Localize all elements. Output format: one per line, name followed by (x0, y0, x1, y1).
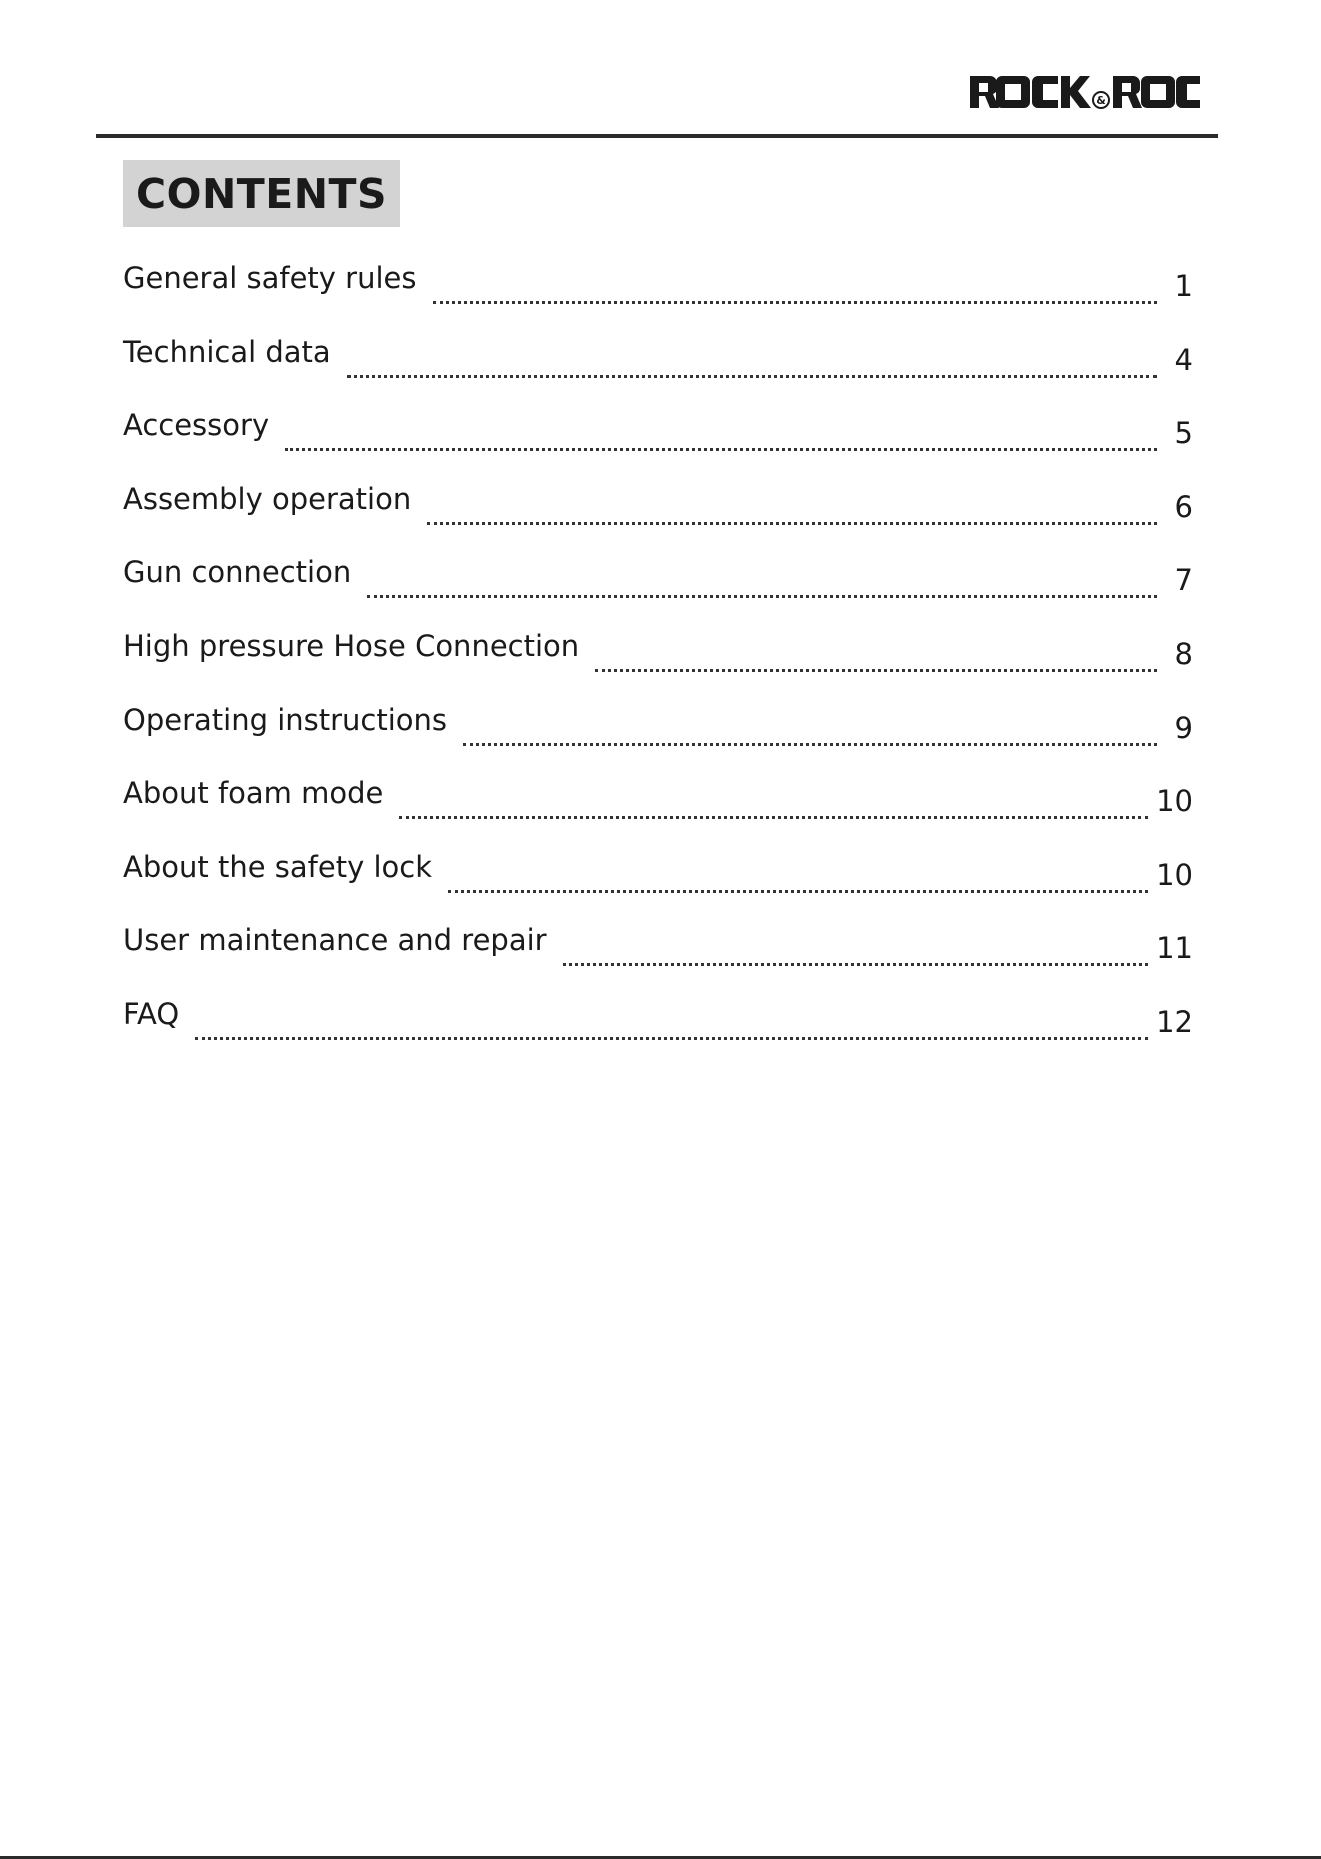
toc-dot-leader (463, 713, 1157, 746)
toc-entry[interactable] (123, 548, 1193, 622)
toc-dot-leader (433, 271, 1158, 304)
toc-dot-leader (595, 639, 1157, 672)
toc-entry[interactable] (123, 475, 1193, 549)
toc-entry-page: 7 (1174, 563, 1193, 598)
toc-entry-label: About the safety lock (123, 843, 448, 891)
toc-entry-page: 1 (1174, 269, 1193, 303)
header-divider (96, 134, 1218, 138)
rock-and-rocker-logo-icon (968, 72, 1218, 114)
toc-entry[interactable] (123, 769, 1193, 843)
toc-dot-leader (427, 492, 1157, 525)
toc-entry-label: Operating instructions (123, 696, 463, 744)
toc-entry-page: 11 (1156, 931, 1193, 966)
toc-entry[interactable] (123, 401, 1193, 475)
toc-entry-label: Assembly operation (123, 475, 427, 523)
toc-entry[interactable] (123, 622, 1193, 696)
toc-entry-label: High pressure Hose Connection (123, 622, 595, 670)
toc-dot-leader (563, 933, 1149, 966)
svg-text:&: & (1096, 94, 1106, 107)
toc-dot-leader (195, 1007, 1148, 1040)
toc-entry[interactable] (123, 254, 1193, 328)
toc-entry-page: 10 (1156, 857, 1193, 892)
toc-dot-leader (347, 345, 1157, 378)
toc-entry[interactable] (123, 916, 1193, 990)
contents-title-box (123, 160, 400, 227)
toc-entry-label: User maintenance and repair (123, 916, 563, 964)
toc-dot-leader (448, 860, 1148, 893)
toc-dot-leader (285, 418, 1157, 451)
contents-title: CONTENTS (136, 169, 388, 218)
toc-entry-page: 5 (1174, 416, 1193, 451)
toc-entry-label: FAQ (123, 990, 195, 1038)
toc-entry-label: General safety rules (123, 254, 433, 302)
toc-entry-label: Technical data (123, 328, 347, 376)
toc-entry-label: Accessory (123, 401, 285, 449)
toc-entry[interactable] (123, 696, 1193, 770)
toc-entry-page: 10 (1156, 784, 1193, 819)
toc-entry-page: 6 (1174, 489, 1193, 524)
toc-entry-page: 9 (1174, 710, 1193, 745)
toc-entry-page: 4 (1174, 342, 1193, 377)
brand-logo (968, 72, 1218, 114)
toc-entry-page: 8 (1174, 636, 1193, 671)
toc-entry-label: About foam mode (123, 769, 399, 817)
toc-entry-label: Gun connection (123, 548, 367, 596)
toc-dot-leader (399, 786, 1148, 819)
toc-dot-leader (367, 565, 1157, 598)
table-of-contents (123, 254, 1193, 1064)
toc-entry-page: 12 (1156, 1004, 1193, 1039)
toc-entry[interactable] (123, 843, 1193, 917)
toc-entry[interactable] (123, 328, 1193, 402)
toc-entry[interactable] (123, 990, 1193, 1064)
